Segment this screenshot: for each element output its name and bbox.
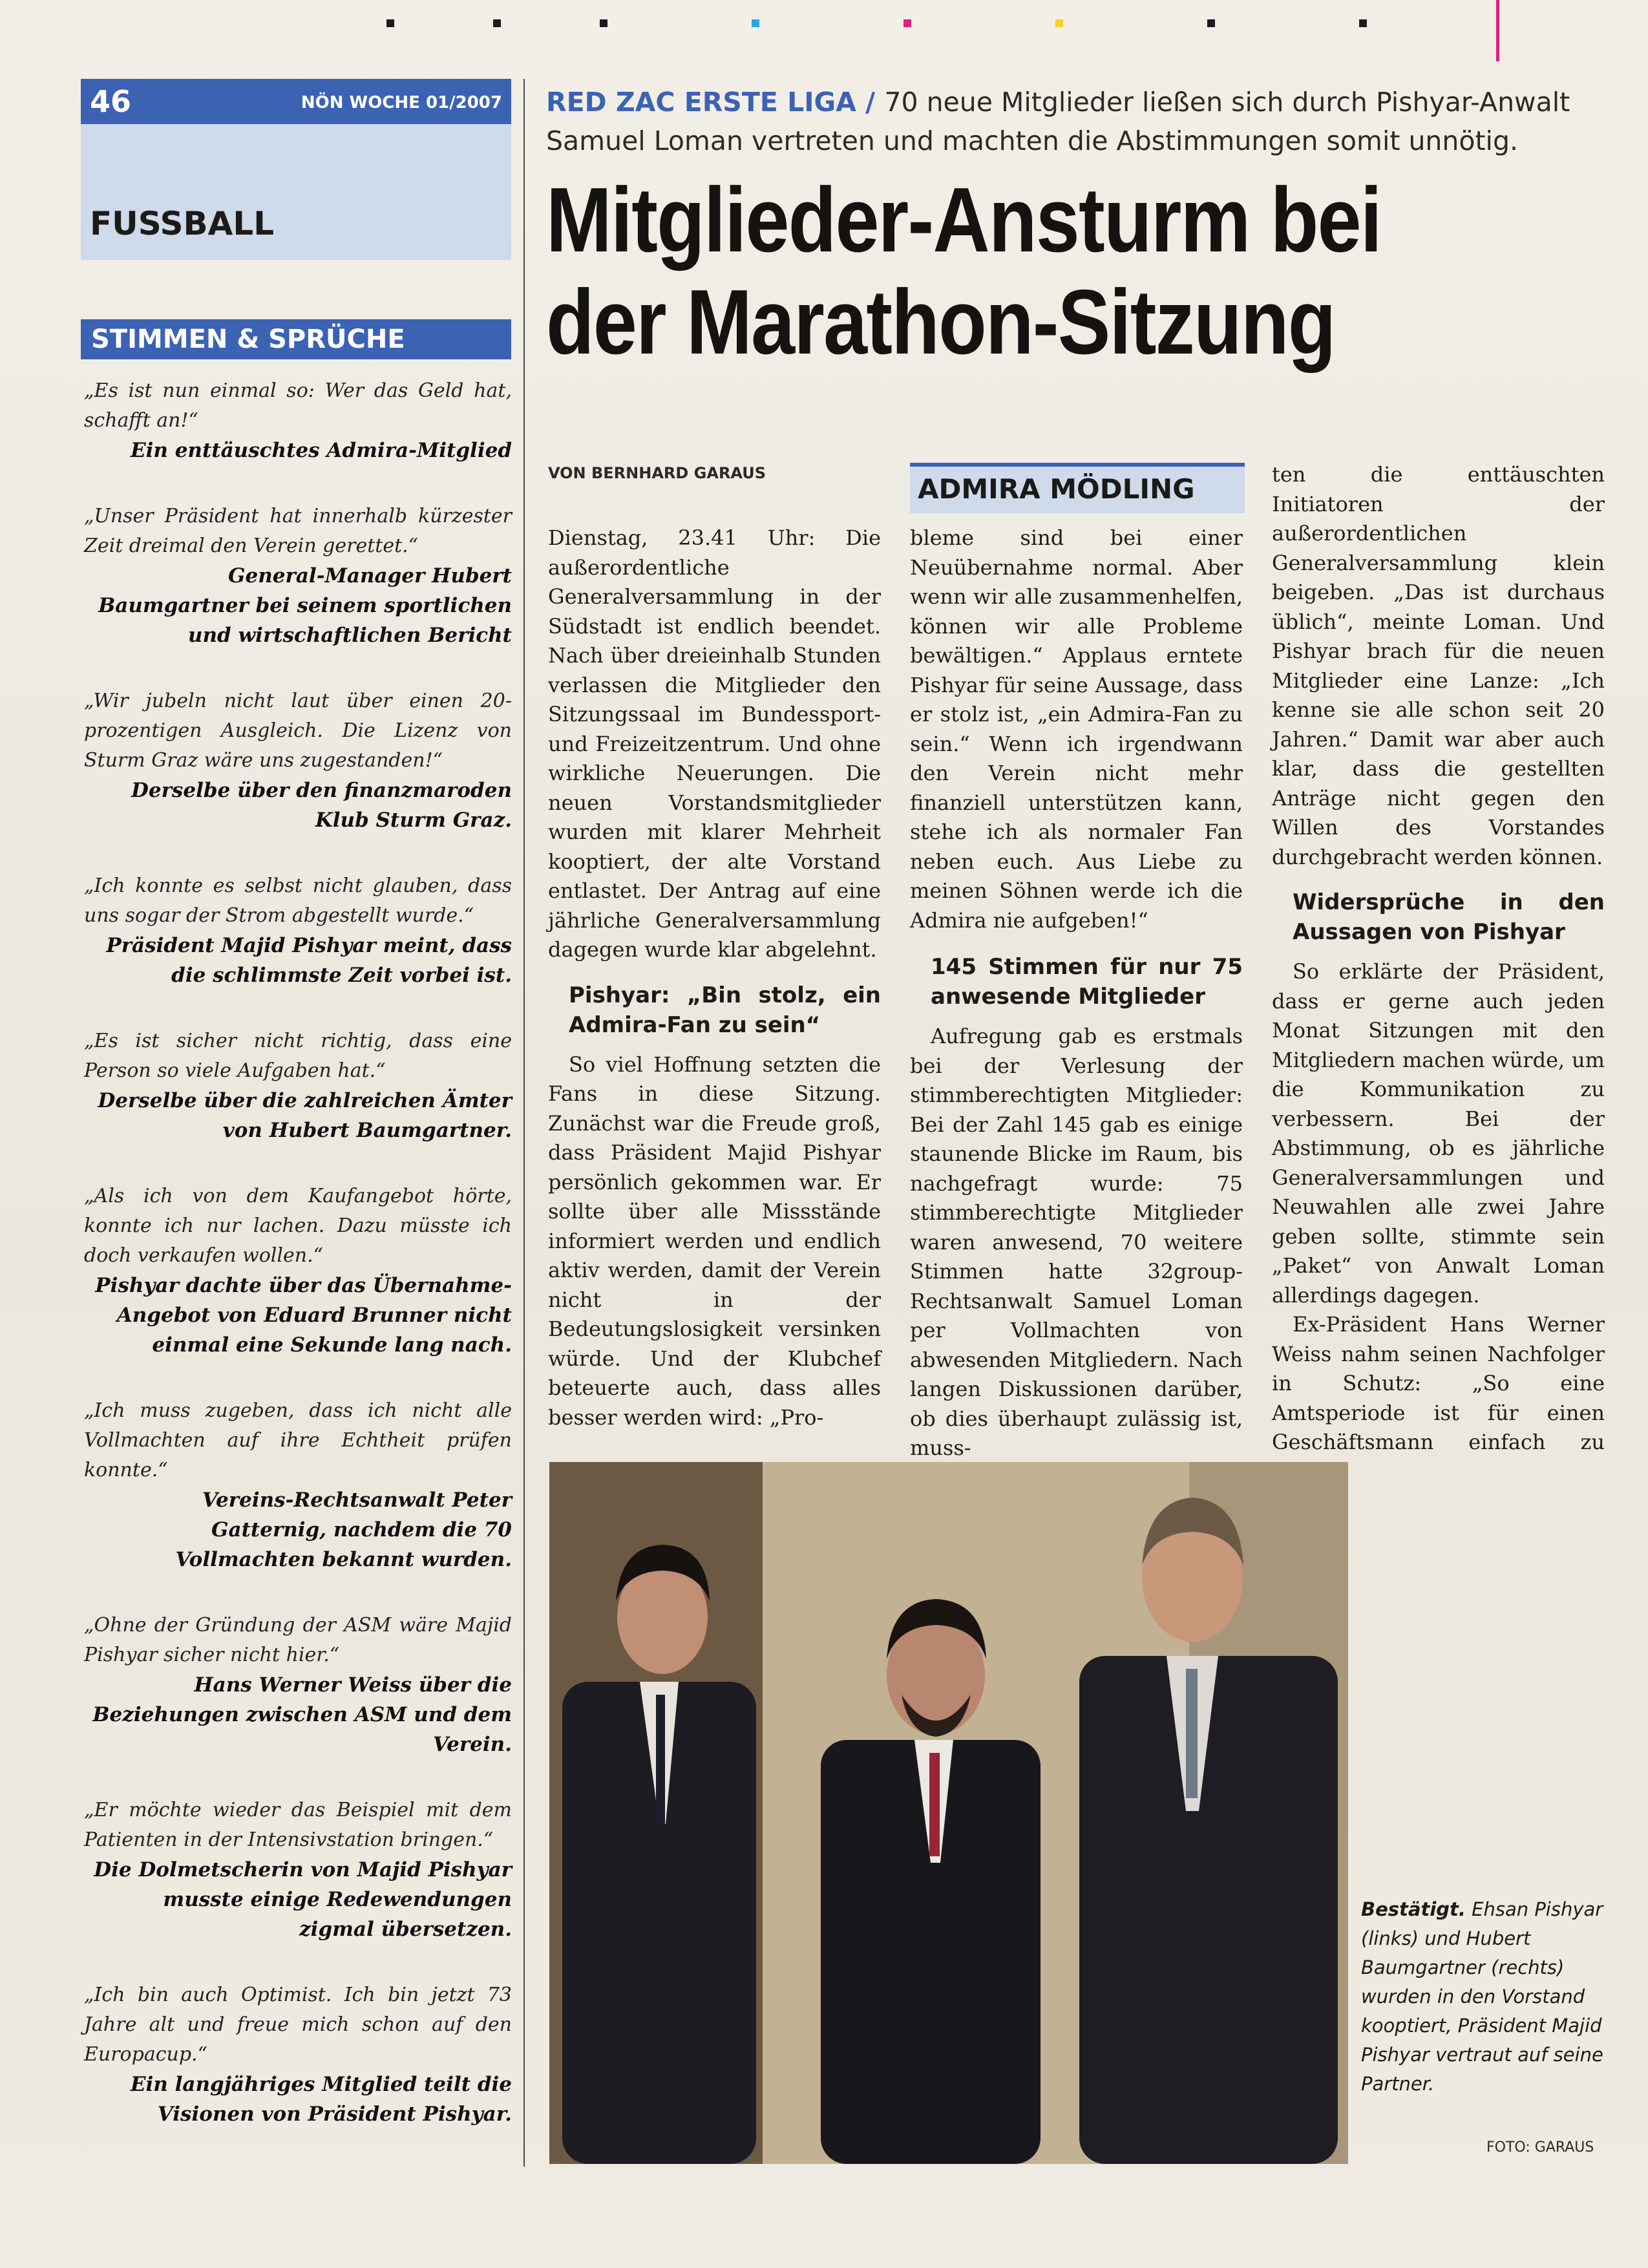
- paragraph: bleme sind bei einer Neuübernahme normal. Aber wenn wir alle zusammenhelfen, können wir alle Probleme bewältigen.“ Applaus erntete Pishyar für seine Aussage, dass er stolz ist, „ein Admira-Fan zu sein.“ Wenn ich irgendwann den Verein nicht mehr finanziell unterstützen kann, stehe ich als normaler Fan neben euch. Aus Liebe zu meinen Söhnen werde ich die Admira nie aufgeben!“: [910, 525, 1243, 933]
- quote-text: „Es ist nun einmal so: Wer das Geld hat, schafft an!“: [84, 379, 512, 432]
- quote-item: [84, 1396, 512, 1574]
- page-number: 46: [90, 84, 132, 119]
- registration-mark: [386, 19, 394, 27]
- registration-mark: [903, 19, 911, 27]
- quote-source: Pishyar dachte über das Übernahme-Angebot von Eduard Brunner nicht einmal eine Sekunde lang nach.: [95, 1274, 512, 1357]
- article-column-2: [910, 524, 1243, 1463]
- issue-label: NÖN WOCHE 01/2007: [301, 93, 502, 112]
- quote-source: Derselbe über den finanzmaroden Klub Sturm Graz.: [131, 779, 512, 832]
- registration-mark: [600, 19, 607, 27]
- quote-text: „Unser Präsident hat innerhalb kürzester Zeit dreimal den Verein gerettet.“: [84, 505, 512, 557]
- quote-source: Derselbe über die zahlreichen Ämter von Hubert Baumgartner.: [98, 1089, 512, 1142]
- column-divider: [523, 79, 525, 2167]
- sidebar-title: STIMMEN & SPRÜCHE: [91, 324, 405, 354]
- quote-text: „Er möchte wieder das Beispiel mit dem Patienten in der Intensivstation bringen.“: [84, 1799, 512, 1851]
- paragraph: Aufregung gab es erstmals bei der Verlesung der stimmberechtigten Mitglieder: Bei der Zahl 145 gab es einige staunende Blicke im Raum, bis nachgefragt wurde: 75 stimmberechtigte Mitglieder waren anwesend, 70 weitere Stimmen hatte 32group-Rechtsanwalt Samuel Loman per Vollmachten von abwesenden Mitgliedern. Nach langen Diskussionen darüber, ob dies überhaupt zulässig ist, muss-: [910, 1024, 1243, 1460]
- quote-source: Ein langjähriges Mitglied teilt die Visionen von Präsident Pishyar.: [130, 2073, 512, 2126]
- quote-text: „Ich bin auch Optimist. Ich bin jetzt 73 Jahre alt und freue mich schon auf den Europacup.“: [84, 1984, 512, 2066]
- subheading: Pishyar: „Bin stolz, ein Admira-Fan zu sein“: [569, 982, 881, 1038]
- photo-credit: FOTO: GARAUS: [1486, 2139, 1594, 2156]
- registration-mark: [752, 19, 759, 27]
- kicker-text: 70 neue Mitglieder ließen sich durch Pishyar-Anwalt Samuel Loman vertreten und machten die Abstimmungen somit unnötig.: [546, 87, 1570, 156]
- quote-text: „Ich muss zugeben, dass ich nicht alle Vollmachten auf ihre Echtheit prüfen konnte.“: [84, 1399, 512, 1481]
- paragraph: ten die enttäuschten Initiatoren der außerordentlichen Generalversammlung klein beigeben. „Das ist durchaus üblich“, meinte Loman. Und Pishyar brach für die neuen Mitglieder eine Lanze: „Ich kenne sie alle schon seit 20 Jahren.“ Damit war aber auch klar, dass die gestellten Anträge nicht gegen den Willen des Vorstandes durchgebracht werden können.: [1272, 462, 1605, 869]
- quote-item: [84, 1796, 512, 1944]
- section-title: FUSSBALL: [90, 205, 275, 242]
- registration-mark: [1359, 19, 1367, 27]
- team-label: ADMIRA MÖDLING: [918, 473, 1195, 505]
- article-column-3: [1272, 460, 1605, 1487]
- quote-item: [84, 1980, 512, 2129]
- kicker-separator: /: [856, 87, 885, 118]
- quote-text: „Ohne der Gründung der ASM wäre Majid Pishyar sicher nicht hier.“: [84, 1614, 512, 1666]
- registration-mark: [493, 19, 501, 27]
- subheading: 145 Stimmen für nur 75 anwesende Mitglieder: [931, 954, 1243, 1010]
- kicker-tag: RED ZAC ERSTE LIGA: [546, 87, 856, 118]
- quote-source: Ein enttäuschtes Admira-Mitglied: [130, 439, 512, 462]
- print-margin-line: [1496, 0, 1499, 61]
- sidebar-header: [81, 319, 511, 359]
- paragraph: So erklärte der Präsident, dass er gerne auch jeden Monat Sitzungen mit den Mitgliedern machen würde, um die Kommunikation zu verbessern. Bei der Abstimmung, ob es jährliche Generalversammlungen und Neuwahlen alle zwei Jahre geben sollte, stimmte sein „Paket“ von Anwalt Loman allerdings dagegen.: [1272, 959, 1605, 1308]
- photo-caption: [1361, 1895, 1607, 2099]
- quote-text: „Es ist sicher nicht richtig, dass eine Person so viele Aufgaben hat.“: [84, 1030, 512, 1082]
- article-column-1: [548, 524, 881, 1432]
- quote-text: „Ich konnte es selbst nicht glauben, dass uns sogar der Strom abgestellt wurde.“: [84, 874, 512, 927]
- quote-text: „Als ich von dem Kaufangebot hörte, konnte ich nur lachen. Dazu müsste ich doch verkaufen wollen.“: [84, 1185, 512, 1267]
- caption-lead: Bestätigt.: [1361, 1898, 1466, 1920]
- quote-source: General-Manager Hubert Baumgartner bei seinem sportlichen und wirtschaftlichen Bericht: [98, 564, 512, 647]
- paragraph: Dienstag, 23.41 Uhr: Die außerordentliche Generalversammlung in der Südstadt ist endlich beendet. Nach über dreieinhalb Stunden verlassen die Mitglieder den Sitzungssaal im Bundessport- und Freizeitzentrum. Und ohne wirkliche Neuerungen. Die neuen Vorstandsmitglieder wurden mit klarer Mehrheit kooptiert, der alte Vorstand entlastet. Der Antrag auf eine jährliche Generalversammlung dagegen wurde klar abgelehnt.: [548, 525, 881, 962]
- quote-item: [84, 376, 512, 465]
- byline: VON BERNHARD GARAUS: [548, 464, 766, 482]
- quote-item: [84, 1026, 512, 1145]
- page-header: [81, 79, 511, 260]
- registration-mark: [1055, 19, 1063, 27]
- quote-item: [84, 871, 512, 990]
- quotes-list: [84, 376, 512, 2165]
- quote-item: [84, 1611, 512, 1759]
- quote-item: [84, 502, 512, 650]
- quote-text: „Wir jubeln nicht laut über einen 20-prozentigen Ausgleich. Die Lizenz von Sturm Graz wäre uns zugestanden!“: [84, 690, 512, 772]
- photo-illustration: [549, 1462, 1348, 2164]
- team-label-box: [910, 463, 1245, 513]
- quote-item: [84, 686, 512, 835]
- quote-source: Hans Werner Weiss über die Beziehungen zwischen ASM und dem Verein.: [92, 1673, 512, 1756]
- subheading: Widersprüche in den Aussagen von Pishyar: [1293, 889, 1605, 945]
- paragraph: So viel Hoffnung setzten die Fans in diese Sitzung. Zunächst war die Freude groß, dass Präsident Majid Pishyar persönlich gekommen war. Er sollte über alle Missstände informiert werden und endlich aktiv werden, damit der Verein nicht in der Bedeutungslosigkeit versinken würde. Und der Klubchef beteuerte auch, dass alles besser werden wird: „Pro-: [548, 1052, 881, 1430]
- quote-source: Vereins-Rechtsanwalt Peter Gatternig, nachdem die 70 Vollmachten bekannt wurden.: [175, 1489, 512, 1571]
- quote-source: Die Dolmetscherin von Majid Pishyar musste einige Redewendungen zigmal übersetzen.: [94, 1858, 512, 1941]
- registration-mark: [1207, 19, 1215, 27]
- header-bar: [81, 79, 511, 124]
- quote-item: [84, 1182, 512, 1360]
- quote-source: Präsident Majid Pishyar meint, dass die schlimmste Zeit vorbei ist.: [106, 934, 512, 987]
- caption-text: Ehsan Pishyar (links) und Hubert Baumgartner (rechts) wurden in den Vorstand kooptiert, Präsident Majid Pishyar vertraut auf seine Partner.: [1361, 1898, 1603, 2095]
- article-kicker: [546, 83, 1606, 160]
- article-headline: Mitglieder-Ansturm bei der Marathon-Sitzung: [546, 169, 1382, 374]
- paragraph: Ex-Präsident Hans Werner Weiss nahm seinen Nachfolger in Schutz: „So eine Amtsperiode ist für einen Geschäftsmann einfach zu: [1272, 1312, 1605, 1454]
- article-photo: [549, 1462, 1348, 2164]
